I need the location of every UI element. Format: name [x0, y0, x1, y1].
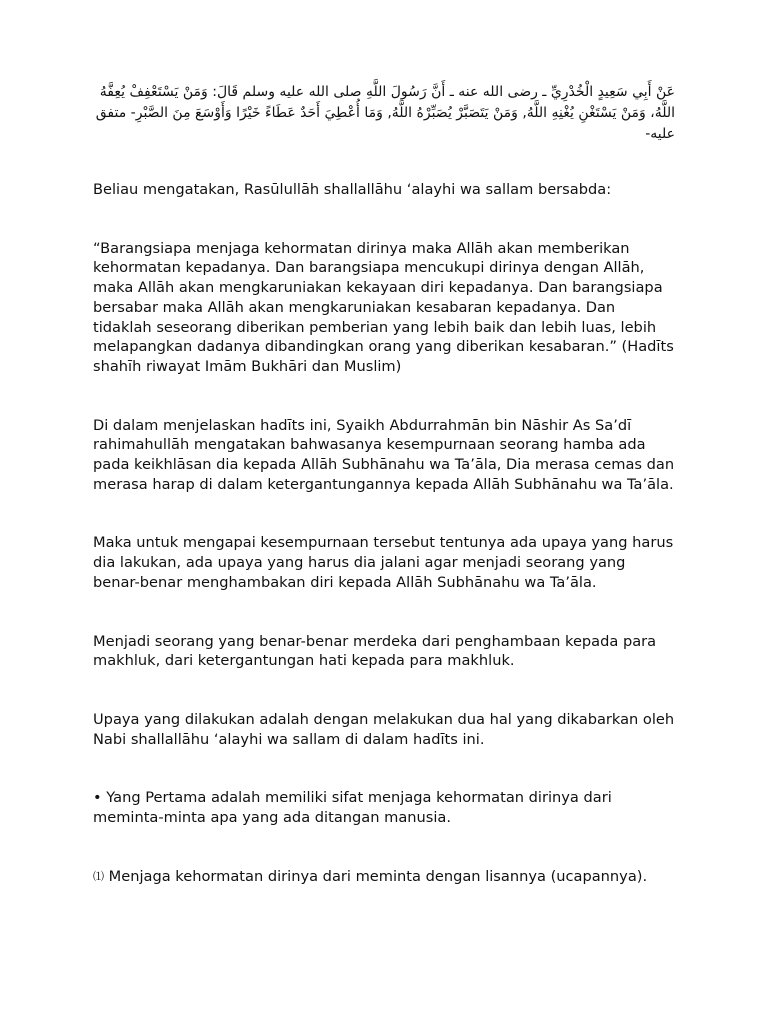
- numbered-item-text: Menjaga kehormatan dirinya dari meminta dengan lisannya (ucapannya).: [104, 867, 648, 885]
- document-page: [93, 82, 675, 886]
- paragraph-explanation: Di dalam menjelaskan hadīts ini, Syaikh Abdurrahmān bin Nāshir As Sa’dī rahimahullāh mengatakan bahwasanya kesempurnaan seorang hamba ada pada keikhlāsan dia kepada Allāh Subhānahu wa Ta’āla, Dia merasa cemas dan merasa harap di dalam ketergantungannya kepada Allāh Subhānahu wa Ta’āla.: [93, 416, 675, 493]
- arabic-hadith-text: عَنْ أَبِي سَعِيدٍ الْخُدْرِيِّ ـ رضى الله عنه ـ أَنَّ رَسُولَ اللَّهِ صلى الله عليه وسلم قَالَ: وَمَنْ يَسْتَعْفِفْ يُعِفَّهُ اللَّهُ، وَمَنْ يَسْتَغْنِ يُغْنِهِ اللَّهُ, وَمَنْ يَتَصَبَّرْ يُصَبِّرْهُ اللَّهُ, وَمَا أُعْطِيَ أَحَدٌ عَطَاءً خَيْرًا وَأَوْسَعَ مِنَ الصَّبْرِ- متفق عليه-: [95, 84, 675, 142]
- paragraph-intro: Beliau mengatakan, Rasūlullāh shallallāhu ‘alayhi wa sallam bersabda:: [93, 181, 612, 198]
- paragraph-effort: Maka untuk mengapai kesempurnaan tersebut tentunya ada upaya yang harus dia lakukan, ada upaya yang harus dia jalani agar menjadi seorang yang benar-benar menghambakan diri kepada Allāh Subhānahu wa Ta’āla.: [93, 534, 674, 591]
- paragraph-freedom: Menjadi seorang yang benar-benar merdeka dari penghambaan kepada para makhluk, dari ketergantungan hati kepada para makhluk.: [93, 632, 657, 670]
- paragraph-first-point: • Yang Pertama adalah memiliki sifat menjaga kehormatan dirinya dari meminta-minta apa yang ada ditangan manusia.: [93, 789, 612, 827]
- paragraph-hadith-translation: “Barangsiapa menjaga kehormatan dirinya maka Allāh akan memberikan kehormatan kepadanya. Dan barangsiapa mencukupi dirinya dengan Allāh, maka Allāh akan mengkaruniakan kekayaan diri kepadanya. Dan barangsiapa bersabar maka Allāh akan mengkaruniakan kesabaran kepadanya. Dan tidaklah seseorang diberikan pemberian yang lebih baik dan lebih luas, lebih melapangkan dadanya dibandingkan orang yang diberikan kesabaran.” (Hadīts shahīh riwayat Imām Bukhāri dan Muslim): [93, 239, 674, 375]
- paragraph-two-things: Upaya yang dilakukan adalah dengan melakukan dua hal yang dikabarkan oleh Nabi shallallāhu ‘alayhi wa sallam di dalam hadīts ini.: [93, 710, 675, 748]
- numbered-item: [93, 867, 675, 887]
- numbered-item-marker: ⑴: [93, 869, 104, 883]
